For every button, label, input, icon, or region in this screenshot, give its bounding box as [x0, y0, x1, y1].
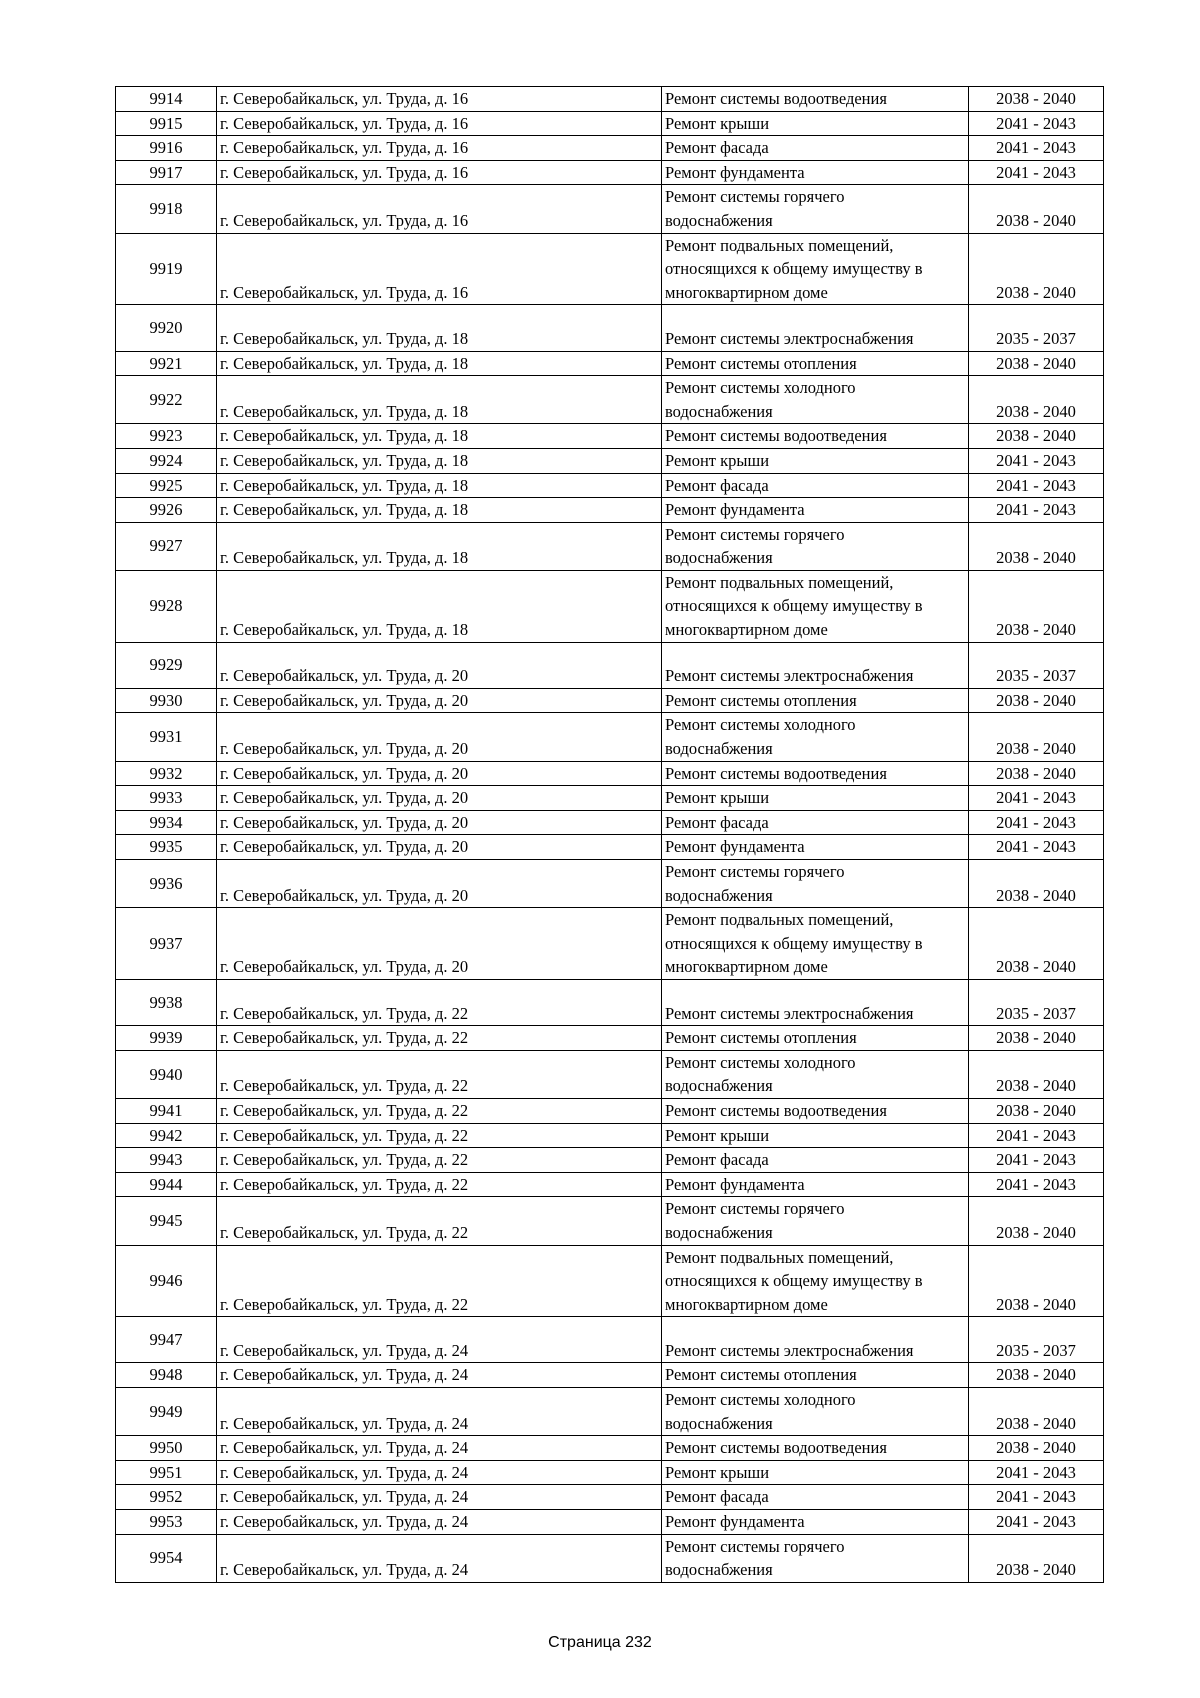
period-cell: 2038 - 2040 [969, 185, 1104, 233]
address-cell: г. Северобайкальск, ул. Труда, д. 24 [217, 1534, 662, 1582]
table-row [116, 835, 1104, 860]
work-type-line: Ремонт фундамента [665, 500, 805, 520]
table-row [116, 1197, 1104, 1245]
work-type-cell [662, 570, 969, 642]
address-cell: г. Северобайкальск, ул. Труда, д. 20 [217, 713, 662, 761]
work-type-line: водоснабжения [665, 885, 773, 905]
work-type-cell [662, 1436, 969, 1461]
table-row [116, 1510, 1104, 1535]
period-cell: 2038 - 2040 [969, 1436, 1104, 1461]
table-row [116, 233, 1104, 305]
work-type-cell [662, 1245, 969, 1317]
work-type-cell [662, 979, 969, 1025]
period-cell: 2038 - 2040 [969, 1534, 1104, 1582]
work-type-line: водоснабжения [665, 1076, 773, 1096]
work-type-cell [662, 1026, 969, 1051]
work-type-line: Ремонт крыши [665, 1462, 770, 1482]
period-cell: 2038 - 2040 [969, 1245, 1104, 1317]
work-type-cell [662, 185, 969, 233]
row-number: 9941 [116, 1098, 217, 1123]
table-row [116, 1026, 1104, 1051]
row-number: 9932 [116, 761, 217, 786]
period-cell: 2038 - 2040 [969, 1098, 1104, 1123]
work-type-cell [662, 761, 969, 786]
address-cell: г. Северобайкальск, ул. Труда, д. 18 [217, 424, 662, 449]
address-cell: г. Северобайкальск, ул. Труда, д. 18 [217, 522, 662, 570]
period-cell: 2038 - 2040 [969, 351, 1104, 376]
address-cell: г. Северобайкальск, ул. Труда, д. 22 [217, 1172, 662, 1197]
row-number: 9929 [116, 642, 217, 688]
row-number: 9930 [116, 688, 217, 713]
row-number: 9946 [116, 1245, 217, 1317]
period-cell: 2041 - 2043 [969, 810, 1104, 835]
work-type-line: многоквартирном доме [665, 620, 828, 640]
work-type-cell [662, 1534, 969, 1582]
period-cell: 2038 - 2040 [969, 424, 1104, 449]
address-cell: г. Северобайкальск, ул. Труда, д. 18 [217, 305, 662, 351]
period-cell: 2038 - 2040 [969, 761, 1104, 786]
work-type-line: Ремонт фасада [665, 1487, 769, 1507]
work-type-line: относящихся к общему имуществу в [665, 596, 923, 616]
address-cell: г. Северобайкальск, ул. Труда, д. 16 [217, 136, 662, 161]
period-cell: 2038 - 2040 [969, 87, 1104, 112]
work-type-line: относящихся к общему имуществу в [665, 1271, 923, 1291]
work-type-cell [662, 1050, 969, 1098]
work-type-line: Ремонт системы водоотведения [665, 763, 887, 783]
table-row [116, 1245, 1104, 1317]
work-type-line: Ремонт системы холодного [665, 715, 856, 735]
table-row [116, 448, 1104, 473]
table-row [116, 351, 1104, 376]
table-row [116, 498, 1104, 523]
period-cell: 2041 - 2043 [969, 1172, 1104, 1197]
address-cell: г. Северобайкальск, ул. Труда, д. 18 [217, 498, 662, 523]
address-cell: г. Северобайкальск, ул. Труда, д. 24 [217, 1485, 662, 1510]
period-cell: 2041 - 2043 [969, 448, 1104, 473]
row-number: 9938 [116, 979, 217, 1025]
work-type-cell [662, 160, 969, 185]
work-type-cell [662, 111, 969, 136]
repair-schedule-table [115, 86, 1104, 1583]
address-cell: г. Северобайкальск, ул. Труда, д. 16 [217, 87, 662, 112]
work-type-cell [662, 305, 969, 351]
table-row [116, 160, 1104, 185]
work-type-line: Ремонт фасада [665, 812, 769, 832]
address-cell: г. Северобайкальск, ул. Труда, д. 20 [217, 688, 662, 713]
table-row [116, 305, 1104, 351]
address-cell: г. Северобайкальск, ул. Труда, д. 20 [217, 761, 662, 786]
work-type-line: многоквартирном доме [665, 957, 828, 977]
address-cell: г. Северобайкальск, ул. Труда, д. 20 [217, 908, 662, 980]
work-type-line: Ремонт подвальных помещений, [665, 910, 894, 930]
work-type-line: Ремонт фасада [665, 475, 769, 495]
period-cell: 2041 - 2043 [969, 498, 1104, 523]
work-type-line: Ремонт подвальных помещений, [665, 1247, 894, 1267]
address-cell: г. Северобайкальск, ул. Труда, д. 24 [217, 1436, 662, 1461]
work-type-line: Ремонт фасада [665, 138, 769, 158]
address-cell: г. Северобайкальск, ул. Труда, д. 18 [217, 473, 662, 498]
table-row [116, 810, 1104, 835]
work-type-cell [662, 810, 969, 835]
work-type-cell [662, 908, 969, 980]
table-row [116, 713, 1104, 761]
work-type-line: водоснабжения [665, 1222, 773, 1242]
work-type-cell [662, 233, 969, 305]
work-type-line: Ремонт крыши [665, 1125, 770, 1145]
work-type-line: Ремонт подвальных помещений, [665, 235, 894, 255]
address-cell: г. Северобайкальск, ул. Труда, д. 20 [217, 835, 662, 860]
row-number: 9916 [116, 136, 217, 161]
address-cell: г. Северобайкальск, ул. Труда, д. 16 [217, 111, 662, 136]
work-type-line: Ремонт системы водоотведения [665, 1438, 887, 1458]
work-type-cell [662, 1172, 969, 1197]
period-cell: 2041 - 2043 [969, 1510, 1104, 1535]
table-row [116, 786, 1104, 811]
row-number: 9922 [116, 376, 217, 424]
address-cell: г. Северобайкальск, ул. Труда, д. 18 [217, 351, 662, 376]
work-type-line: Ремонт системы водоотведения [665, 89, 887, 108]
table-row [116, 860, 1104, 908]
row-number: 9937 [116, 908, 217, 980]
work-type-line: Ремонт системы холодного [665, 1390, 856, 1410]
row-number: 9923 [116, 424, 217, 449]
work-type-cell [662, 1317, 969, 1363]
row-number: 9954 [116, 1534, 217, 1582]
table-row [116, 1363, 1104, 1388]
table-row [116, 522, 1104, 570]
period-cell: 2038 - 2040 [969, 233, 1104, 305]
period-cell: 2041 - 2043 [969, 1123, 1104, 1148]
work-type-line: водоснабжения [665, 1560, 773, 1580]
work-type-cell [662, 1388, 969, 1436]
work-type-cell [662, 376, 969, 424]
row-number: 9920 [116, 305, 217, 351]
table-row [116, 1050, 1104, 1098]
row-number: 9917 [116, 160, 217, 185]
period-cell: 2041 - 2043 [969, 111, 1104, 136]
period-cell: 2035 - 2037 [969, 979, 1104, 1025]
row-number: 9948 [116, 1363, 217, 1388]
table-row [116, 1534, 1104, 1582]
period-cell: 2038 - 2040 [969, 570, 1104, 642]
table-row [116, 376, 1104, 424]
row-number: 9927 [116, 522, 217, 570]
work-type-line: Ремонт системы отопления [665, 1365, 857, 1385]
period-cell: 2035 - 2037 [969, 1317, 1104, 1363]
period-cell: 2038 - 2040 [969, 522, 1104, 570]
address-cell: г. Северобайкальск, ул. Труда, д. 18 [217, 376, 662, 424]
address-cell: г. Северобайкальск, ул. Труда, д. 22 [217, 1197, 662, 1245]
work-type-cell [662, 473, 969, 498]
address-cell: г. Северобайкальск, ул. Труда, д. 20 [217, 860, 662, 908]
work-type-line: Ремонт подвальных помещений, [665, 572, 894, 592]
page-number: Страница 232 [548, 1634, 652, 1651]
work-type-cell [662, 87, 969, 112]
address-cell: г. Северобайкальск, ул. Труда, д. 24 [217, 1510, 662, 1535]
address-cell: г. Северобайкальск, ул. Труда, д. 22 [217, 979, 662, 1025]
address-cell: г. Северобайкальск, ул. Труда, д. 16 [217, 160, 662, 185]
table-row [116, 473, 1104, 498]
work-type-line: многоквартирном доме [665, 282, 828, 302]
work-type-line: водоснабжения [665, 548, 773, 568]
period-cell: 2041 - 2043 [969, 473, 1104, 498]
address-cell: г. Северобайкальск, ул. Труда, д. 24 [217, 1460, 662, 1485]
period-cell: 2038 - 2040 [969, 1026, 1104, 1051]
period-cell: 2041 - 2043 [969, 160, 1104, 185]
row-number: 9933 [116, 786, 217, 811]
period-cell: 2038 - 2040 [969, 376, 1104, 424]
table-row [116, 111, 1104, 136]
row-number: 9914 [116, 87, 217, 112]
address-cell: г. Северобайкальск, ул. Труда, д. 18 [217, 448, 662, 473]
work-type-line: водоснабжения [665, 1413, 773, 1433]
table-row [116, 1148, 1104, 1173]
table-row [116, 642, 1104, 688]
work-type-cell [662, 351, 969, 376]
row-number: 9935 [116, 835, 217, 860]
work-type-line: Ремонт системы горячего [665, 862, 845, 881]
period-cell: 2038 - 2040 [969, 688, 1104, 713]
row-number: 9944 [116, 1172, 217, 1197]
table-row [116, 1172, 1104, 1197]
period-cell: 2038 - 2040 [969, 1050, 1104, 1098]
row-number: 9931 [116, 713, 217, 761]
period-cell: 2041 - 2043 [969, 1460, 1104, 1485]
table-row [116, 908, 1104, 980]
work-type-line: Ремонт системы электроснабжения [665, 328, 914, 348]
work-type-line: относящихся к общему имуществу в [665, 933, 923, 953]
table-row [116, 979, 1104, 1025]
work-type-line: Ремонт системы горячего [665, 524, 845, 544]
work-type-cell [662, 1363, 969, 1388]
period-cell: 2041 - 2043 [969, 136, 1104, 161]
period-cell: 2038 - 2040 [969, 1197, 1104, 1245]
row-number: 9943 [116, 1148, 217, 1173]
table-row [116, 1098, 1104, 1123]
work-type-line: многоквартирном доме [665, 1294, 828, 1314]
address-cell: г. Северобайкальск, ул. Труда, д. 16 [217, 185, 662, 233]
work-type-cell [662, 424, 969, 449]
work-type-cell [662, 1123, 969, 1148]
work-type-cell [662, 522, 969, 570]
period-cell: 2041 - 2043 [969, 1148, 1104, 1173]
work-type-line: Ремонт фундамента [665, 837, 805, 857]
table-row [116, 761, 1104, 786]
address-cell: г. Северобайкальск, ул. Труда, д. 22 [217, 1123, 662, 1148]
work-type-line: Ремонт фундамента [665, 1512, 805, 1532]
table-row [116, 136, 1104, 161]
table-row [116, 185, 1104, 233]
work-type-cell [662, 136, 969, 161]
row-number: 9950 [116, 1436, 217, 1461]
work-type-line: Ремонт фундамента [665, 1174, 805, 1194]
row-number: 9947 [116, 1317, 217, 1363]
table-row [116, 688, 1104, 713]
row-number: 9934 [116, 810, 217, 835]
work-type-cell [662, 860, 969, 908]
table-row [116, 1485, 1104, 1510]
address-cell: г. Северобайкальск, ул. Труда, д. 22 [217, 1050, 662, 1098]
work-type-cell [662, 498, 969, 523]
work-type-line: Ремонт системы водоотведения [665, 426, 887, 446]
work-type-line: Ремонт системы отопления [665, 1028, 857, 1048]
work-type-line: Ремонт системы горячего [665, 1199, 845, 1219]
table-row [116, 1317, 1104, 1363]
row-number: 9915 [116, 111, 217, 136]
work-type-line: Ремонт системы горячего [665, 187, 845, 207]
work-type-cell [662, 1510, 969, 1535]
period-cell: 2038 - 2040 [969, 860, 1104, 908]
work-type-cell [662, 1460, 969, 1485]
work-type-cell [662, 688, 969, 713]
work-type-cell [662, 1485, 969, 1510]
row-number: 9949 [116, 1388, 217, 1436]
work-type-line: Ремонт системы электроснабжения [665, 666, 914, 686]
row-number: 9942 [116, 1123, 217, 1148]
work-type-cell [662, 713, 969, 761]
work-type-line: Ремонт системы электроснабжения [665, 1003, 914, 1023]
work-type-line: водоснабжения [665, 210, 773, 230]
work-type-line: Ремонт системы отопления [665, 690, 857, 710]
work-type-cell [662, 1197, 969, 1245]
row-number: 9951 [116, 1460, 217, 1485]
row-number: 9928 [116, 570, 217, 642]
work-type-cell [662, 448, 969, 473]
address-cell: г. Северобайкальск, ул. Труда, д. 20 [217, 786, 662, 811]
table-row [116, 1436, 1104, 1461]
table-row [116, 1388, 1104, 1436]
table-row [116, 87, 1104, 112]
period-cell: 2038 - 2040 [969, 1388, 1104, 1436]
address-cell: г. Северобайкальск, ул. Труда, д. 20 [217, 810, 662, 835]
address-cell: г. Северобайкальск, ул. Труда, д. 24 [217, 1388, 662, 1436]
period-cell: 2041 - 2043 [969, 835, 1104, 860]
address-cell: г. Северобайкальск, ул. Труда, д. 24 [217, 1317, 662, 1363]
period-cell: 2035 - 2037 [969, 642, 1104, 688]
row-number: 9918 [116, 185, 217, 233]
row-number: 9945 [116, 1197, 217, 1245]
work-type-cell [662, 786, 969, 811]
work-type-line: Ремонт крыши [665, 113, 770, 133]
address-cell: г. Северобайкальск, ул. Труда, д. 22 [217, 1026, 662, 1051]
table-row [116, 424, 1104, 449]
work-type-line: Ремонт системы отопления [665, 353, 857, 373]
work-type-line: Ремонт фасада [665, 1150, 769, 1170]
work-type-cell [662, 1148, 969, 1173]
row-number: 9953 [116, 1510, 217, 1535]
address-cell: г. Северобайкальск, ул. Труда, д. 22 [217, 1148, 662, 1173]
work-type-cell [662, 835, 969, 860]
period-cell: 2038 - 2040 [969, 713, 1104, 761]
work-type-line: относящихся к общему имуществу в [665, 259, 923, 279]
row-number: 9939 [116, 1026, 217, 1051]
address-cell: г. Северобайкальск, ул. Труда, д. 24 [217, 1363, 662, 1388]
work-type-line: Ремонт системы водоотведения [665, 1100, 887, 1120]
work-type-line: Ремонт системы электроснабжения [665, 1340, 914, 1360]
work-type-line: водоснабжения [665, 401, 773, 421]
row-number: 9919 [116, 233, 217, 305]
table-row [116, 570, 1104, 642]
address-cell: г. Северобайкальск, ул. Труда, д. 22 [217, 1098, 662, 1123]
work-type-line: Ремонт системы холодного [665, 1052, 856, 1072]
address-cell: г. Северобайкальск, ул. Труда, д. 16 [217, 233, 662, 305]
period-cell: 2041 - 2043 [969, 786, 1104, 811]
work-type-line: Ремонт крыши [665, 788, 770, 808]
period-cell: 2041 - 2043 [969, 1485, 1104, 1510]
address-cell: г. Северобайкальск, ул. Труда, д. 22 [217, 1245, 662, 1317]
row-number: 9936 [116, 860, 217, 908]
work-type-line: водоснабжения [665, 739, 773, 759]
work-type-line: Ремонт системы холодного [665, 378, 856, 398]
period-cell: 2038 - 2040 [969, 1363, 1104, 1388]
period-cell: 2035 - 2037 [969, 305, 1104, 351]
address-cell: г. Северобайкальск, ул. Труда, д. 18 [217, 570, 662, 642]
work-type-line: Ремонт фундамента [665, 162, 805, 182]
work-type-cell [662, 1098, 969, 1123]
period-cell: 2038 - 2040 [969, 908, 1104, 980]
row-number: 9924 [116, 448, 217, 473]
table-body [116, 87, 1104, 1583]
row-number: 9952 [116, 1485, 217, 1510]
row-number: 9921 [116, 351, 217, 376]
row-number: 9926 [116, 498, 217, 523]
row-number: 9925 [116, 473, 217, 498]
work-type-line: Ремонт системы горячего [665, 1536, 845, 1556]
address-cell: г. Северобайкальск, ул. Труда, д. 20 [217, 642, 662, 688]
work-type-cell [662, 642, 969, 688]
table-row [116, 1123, 1104, 1148]
table-row [116, 1460, 1104, 1485]
row-number: 9940 [116, 1050, 217, 1098]
work-type-line: Ремонт крыши [665, 450, 770, 470]
